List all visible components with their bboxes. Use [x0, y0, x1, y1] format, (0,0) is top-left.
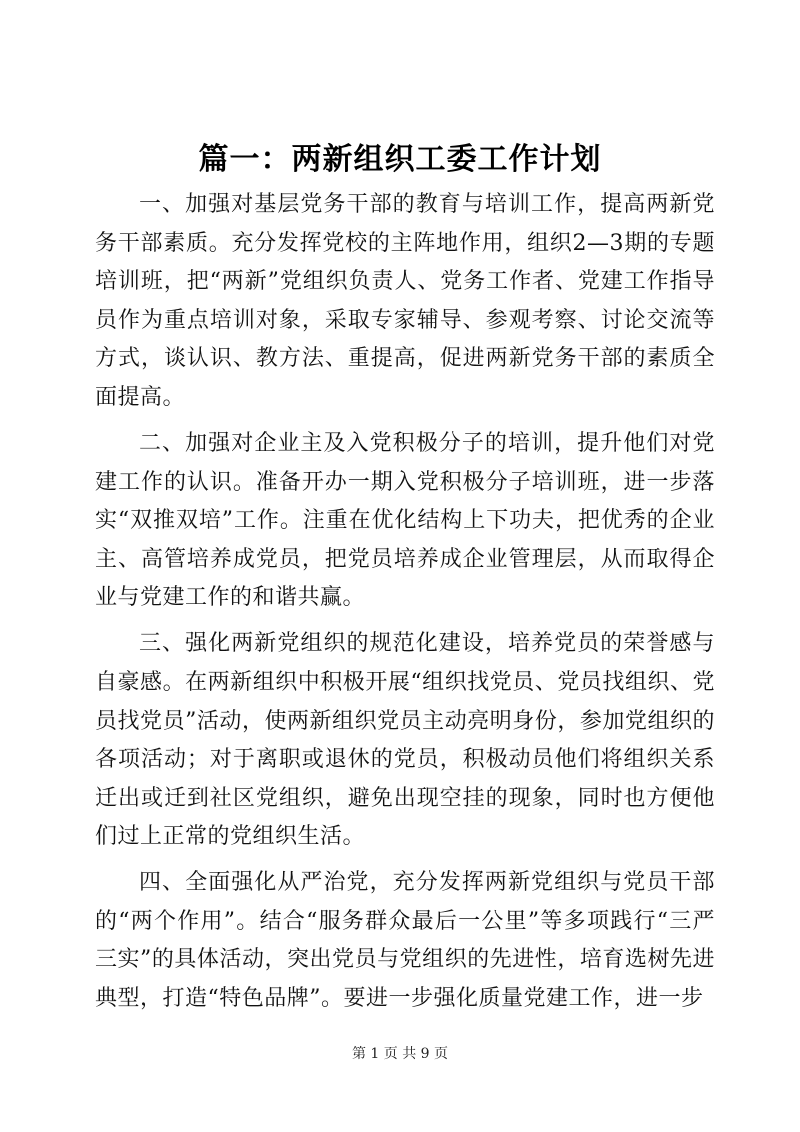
page-number-footer: 第 1 页 共 9 页 — [351, 1046, 449, 1062]
paragraph-3: 三、强化两新党组织的规范化建设，培养党员的荣誉感与自豪感。在两新组织中积极开展“组织找党员、党员找组织、党员找党员”活动，使两新组织党员主动亮明身份，参加党组织的各项活动；对于离职或退休的党员，积极动员他们将组织关系迁出或迁到社区党组织，避免出现空挂的现象，同时也方便他们过上正常的党组织生活。 — [95, 631, 715, 850]
paragraph-1: 一、加强对基层党务干部的教育与培训工作，提高两新党务干部素质。充分发挥党校的主阵地作用，组织2—3期的专题培训班，把“两新”党组织负责人、党务工作者、党建工作指导员作为重点培训对象，采取专家辅导、参观考察、讨论交流等方式，谈认识、教方法、重提高，促进两新党务干部的素质全面提高。 — [95, 192, 715, 410]
document-body — [95, 186, 715, 1019]
paragraph-2: 二、加强对企业主及入党积极分子的培训，提升他们对党建工作的认识。准备开办一期入党积极分子培训班，进一步落实“双推双培”工作。注重在优化结构上下功夫，把优秀的企业主、高管培养成党员，把党员培养成企业管理层，从而取得企业与党建工作的和谐共赢。 — [95, 430, 715, 611]
paragraph-4: 四、全面强化从严治党，充分发挥两新党组织与党员干部的“两个作用”。结合“服务群众最后一公里”等多项践行“三严三实”的具体活动，突出党员与党组织的先进性，培育选树先进典型，打造“特色品牌”。要进一步强化质量党建工作，进一步 — [95, 870, 715, 1012]
document-title: 篇一：两新组织工委工作计划 — [198, 142, 602, 177]
